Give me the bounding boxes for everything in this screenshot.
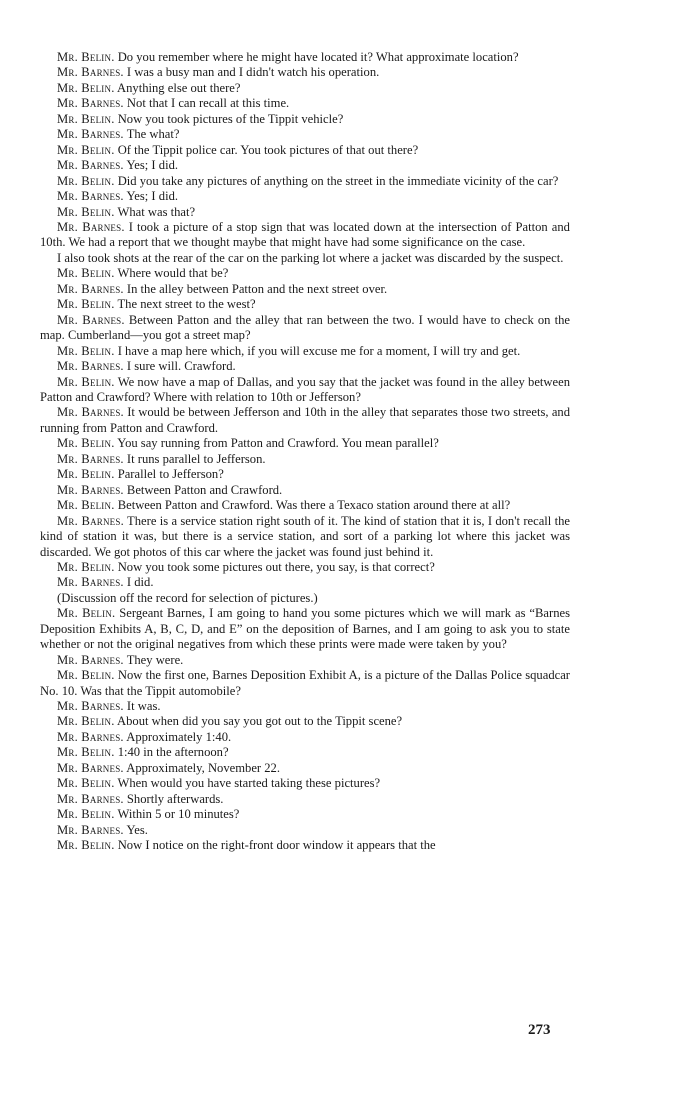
speech-text: You say running from Patton and Crawford. You mean parallel? — [117, 436, 439, 451]
speech-text: Between Patton and Crawford. — [126, 482, 283, 497]
speaker-name: Mr. Belin. — [57, 498, 115, 513]
transcript-paragraph — [40, 745, 570, 760]
speaker-name: Mr. Barnes. — [57, 652, 124, 667]
speaker-name: Mr. Barnes. — [57, 405, 124, 420]
speech-text: The next street to the west? — [117, 297, 256, 312]
speech-text: Parallel to Jefferson? — [117, 467, 224, 482]
speech-text: Now you took some pictures out there, you say, is that correct? — [117, 559, 435, 574]
transcript-paragraph — [40, 498, 570, 513]
transcript-paragraph — [40, 452, 570, 467]
speech-text: I sure will. Crawford. — [126, 359, 236, 374]
speaker-name: Mr. Belin. — [57, 436, 115, 451]
transcript-paragraph — [40, 730, 570, 745]
transcript-paragraph — [40, 776, 570, 791]
speech-text: Sergeant Barnes, I am going to hand you some pictures which we will mark as “Barnes Deposition Exhibits A, B, C, D, and E” on the deposition of Barnes, and I am going to ask you to state whether or not the original negatives from which these prints were made were taken by you? — [40, 606, 570, 652]
speech-text: I did. — [126, 575, 154, 590]
transcript-paragraph — [40, 220, 570, 251]
speech-text: Yes; I did. — [126, 189, 179, 204]
transcript-body — [40, 50, 570, 854]
speaker-name: Mr. Barnes. — [57, 127, 124, 142]
speaker-name: Mr. Belin. — [57, 776, 115, 791]
speaker-name: Mr. Belin. — [57, 111, 115, 126]
transcript-paragraph — [40, 158, 570, 173]
speaker-name: Mr. Barnes. — [57, 359, 124, 374]
speech-text: I also took shots at the rear of the car on the parking lot where a jacket was discarded by the suspect. — [57, 250, 564, 265]
transcript-paragraph — [40, 65, 570, 80]
speech-text: It runs parallel to Jefferson. — [126, 451, 266, 466]
speaker-name: Mr. Barnes. — [57, 513, 124, 528]
transcript-paragraph — [40, 575, 570, 590]
transcript-paragraph — [40, 251, 570, 266]
speaker-name: Mr. Belin. — [57, 807, 115, 822]
transcript-paragraph — [40, 591, 570, 606]
transcript-paragraph — [40, 714, 570, 729]
speaker-name: Mr. Belin. — [57, 606, 116, 621]
page-number: 273 — [528, 1022, 551, 1038]
speech-text: In the alley between Patton and the next street over. — [126, 281, 388, 296]
transcript-paragraph — [40, 405, 570, 436]
transcript-paragraph — [40, 375, 570, 406]
transcript-paragraph — [40, 266, 570, 281]
speech-text: There is a service station right south of it. The kind of station that it is, I don't recall the kind of station it was, but there is a service station, and sort of a parking lot where this jacket was discarded. We got photos of this car where the jacket was found just behind it. — [40, 513, 570, 559]
speech-text: When would you have started taking these pictures? — [117, 776, 381, 791]
speech-text: I was a busy man and I didn't watch his operation. — [126, 65, 380, 80]
transcript-paragraph — [40, 761, 570, 776]
speaker-name: Mr. Barnes. — [57, 760, 124, 775]
speech-text: Approximately, November 22. — [126, 760, 281, 775]
transcript-paragraph — [40, 792, 570, 807]
transcript-paragraph — [40, 344, 570, 359]
transcript-paragraph — [40, 823, 570, 838]
speech-text: Did you take any pictures of anything on the street in the immediate vicinity of the car? — [117, 173, 559, 188]
speaker-name: Mr. Barnes. — [57, 822, 124, 837]
speaker-name: Mr. Barnes. — [57, 729, 124, 744]
transcript-paragraph — [40, 560, 570, 575]
transcript-paragraph — [40, 297, 570, 312]
speech-text: Anything else out there? — [117, 80, 241, 95]
speech-text: Now you took pictures of the Tippit vehicle? — [117, 111, 344, 126]
speech-text: Shortly afterwards. — [126, 791, 224, 806]
speaker-name: Mr. Belin. — [57, 343, 115, 358]
speaker-name: Mr. Barnes. — [57, 281, 124, 296]
speaker-name: Mr. Barnes. — [57, 312, 125, 327]
speaker-name: Mr. Barnes. — [57, 219, 125, 234]
speech-text: We now have a map of Dallas, and you say that the jacket was found in the alley between Patton and Crawford? Where with relation to 10th or Jefferson? — [40, 374, 571, 404]
speech-text: (Discussion off the record for selection of pictures.) — [57, 590, 318, 605]
transcript-paragraph — [40, 174, 570, 189]
transcript-paragraph — [40, 606, 570, 652]
transcript-paragraph — [40, 112, 570, 127]
transcript-paragraph — [40, 50, 570, 65]
speech-text: Yes; I did. — [126, 158, 179, 173]
speech-text: Yes. — [126, 822, 148, 837]
speech-text: The what? — [126, 127, 180, 142]
speaker-name: Mr. Barnes. — [57, 482, 124, 497]
speech-text: Now the first one, Barnes Deposition Exhibit A, is a picture of the Dallas Police squadcar No. 10. Was that the Tippit automobile? — [40, 668, 570, 698]
speaker-name: Mr. Barnes. — [57, 158, 124, 173]
speaker-name: Mr. Belin. — [57, 714, 115, 729]
transcript-paragraph — [40, 96, 570, 111]
speaker-name: Mr. Belin. — [57, 745, 115, 760]
transcript-paragraph — [40, 205, 570, 220]
speech-text: 1:40 in the afternoon? — [117, 745, 229, 760]
speech-text: Not that I can recall at this time. — [126, 96, 290, 111]
speaker-name: Mr. Barnes. — [57, 189, 124, 204]
speaker-name: Mr. Barnes. — [57, 451, 124, 466]
speech-text: Within 5 or 10 minutes? — [117, 807, 240, 822]
speaker-name: Mr. Belin. — [57, 50, 115, 64]
speech-text: I took a picture of a stop sign that was located down at the intersection of Patton and 10th. We had a report that we thought maybe that might have had some significance on the case. — [40, 219, 570, 250]
speech-text: Now I notice on the right-front door window it appears that the — [117, 838, 436, 853]
speech-text: About when did you say you got out to the Tippit scene? — [117, 714, 403, 729]
speaker-name: Mr. Belin. — [57, 173, 115, 188]
speaker-name: Mr. Belin. — [57, 559, 115, 574]
speaker-name: Mr. Belin. — [57, 266, 115, 281]
speech-text: I have a map here which, if you will excuse me for a moment, I will try and get. — [117, 343, 521, 358]
speech-text: Between Patton and Crawford. Was there a Texaco station around there at all? — [117, 498, 511, 513]
transcript-paragraph — [40, 127, 570, 142]
speech-text: Where would that be? — [117, 266, 229, 281]
transcript-paragraph — [40, 514, 570, 560]
speech-text: What was that? — [117, 204, 196, 219]
speaker-name: Mr. Barnes. — [57, 96, 124, 111]
speaker-name: Mr. Belin. — [57, 297, 115, 312]
speech-text: Between Patton and the alley that ran between the two. I would have to check on the map. Cumberland—you got a street map? — [40, 312, 570, 343]
speaker-name: Mr. Belin. — [57, 142, 115, 157]
transcript-paragraph — [40, 838, 570, 853]
transcript-paragraph — [40, 653, 570, 668]
speaker-name: Mr. Barnes. — [57, 575, 124, 590]
transcript-paragraph — [40, 359, 570, 374]
transcript-paragraph — [40, 699, 570, 714]
speaker-name: Mr. Barnes. — [57, 699, 124, 714]
speech-text: Of the Tippit police car. You took pictures of that out there? — [117, 142, 419, 157]
transcript-paragraph — [40, 668, 570, 699]
speech-text: It would be between Jefferson and 10th in the alley that separates those two streets, and running from Patton and Crawford. — [40, 405, 570, 435]
speaker-name: Mr. Belin. — [57, 838, 115, 853]
transcript-paragraph — [40, 313, 570, 344]
transcript-paragraph — [40, 143, 570, 158]
transcript-paragraph — [40, 81, 570, 96]
transcript-paragraph — [40, 436, 570, 451]
speaker-name: Mr. Belin. — [57, 374, 115, 389]
speaker-name: Mr. Barnes. — [57, 791, 124, 806]
speech-text: It was. — [126, 699, 161, 714]
speaker-name: Mr. Belin. — [57, 204, 115, 219]
transcript-paragraph — [40, 282, 570, 297]
speech-text: Approximately 1:40. — [126, 729, 232, 744]
speaker-name: Mr. Barnes. — [57, 65, 124, 80]
transcript-paragraph — [40, 483, 570, 498]
transcript-paragraph — [40, 189, 570, 204]
speech-text: They were. — [126, 652, 184, 667]
transcript-paragraph — [40, 467, 570, 482]
speech-text: Do you remember where he might have located it? What approximate location? — [117, 50, 519, 64]
speaker-name: Mr. Belin. — [57, 467, 115, 482]
transcript-paragraph — [40, 807, 570, 822]
speaker-name: Mr. Belin. — [57, 668, 115, 683]
speaker-name: Mr. Belin. — [57, 80, 115, 95]
